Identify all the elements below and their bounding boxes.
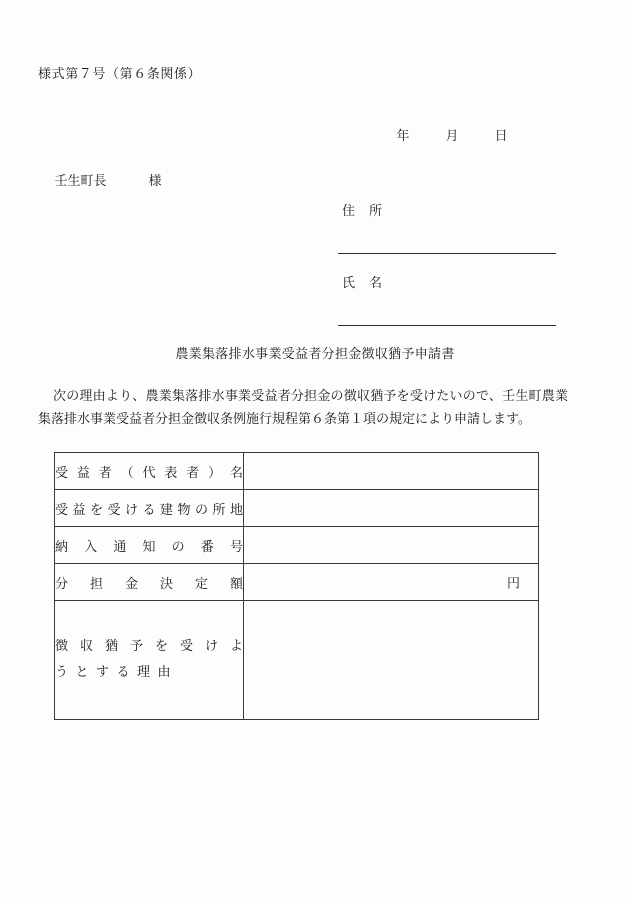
applicant-name-rule [338, 325, 556, 326]
row-label-deferral-reason-line1: 徴収猶予を受けよ [55, 639, 243, 654]
date-line [380, 110, 508, 159]
date-year-label: 年 [396, 129, 410, 144]
table-row [55, 490, 539, 527]
table-row [55, 564, 539, 601]
row-value-assessed-amount[interactable] [244, 564, 539, 601]
date-day-label: 日 [494, 129, 508, 144]
currency-unit-yen: 円 [506, 576, 520, 592]
row-value-building-location[interactable] [244, 490, 539, 527]
row-label-assessed-amount: 分担金決定額 [55, 564, 244, 601]
row-value-payment-notice-number[interactable] [244, 527, 539, 564]
document-title: 農業集落排水事業受益者分担金徴収猶予申請書 [175, 347, 455, 362]
row-label-deferral-reason-line2: うとする理由 [55, 665, 179, 680]
body-paragraph: 次の理由より、農業集落排水事業受益者分担金の徴収猶予を受けたいので、壬生町農業集落排水事業受益者分担金徴収条例施行規程第６条第１項の規定により申請します。 [38, 389, 568, 427]
table-row [55, 601, 539, 720]
addressee-recipient: 壬生町長 [54, 174, 107, 189]
applicant-name-field[interactable] [338, 272, 548, 344]
date-month-label: 月 [445, 129, 459, 144]
applicant-address-label: 住 所 [342, 204, 383, 219]
addressee-honorific: 様 [148, 174, 162, 189]
applicant-name-label: 氏 名 [342, 276, 383, 291]
row-value-beneficiary-name[interactable] [244, 453, 539, 490]
application-table [54, 452, 539, 720]
table-row [55, 453, 539, 490]
form-number: 様式第７号（第６条関係） [38, 67, 202, 82]
applicant-address-field[interactable] [338, 200, 548, 272]
row-label-deferral-reason [55, 601, 244, 720]
row-label-beneficiary-name: 受益者（代表者）名 [55, 453, 244, 490]
applicant-block [338, 200, 548, 344]
table-row [55, 527, 539, 564]
addressee-line [38, 155, 162, 204]
applicant-address-rule [338, 253, 556, 254]
row-label-payment-notice-number: 納入通知の番号 [55, 527, 244, 564]
row-value-deferral-reason[interactable] [244, 601, 539, 720]
row-label-building-location: 受益を受ける建物の所地 [55, 490, 244, 527]
